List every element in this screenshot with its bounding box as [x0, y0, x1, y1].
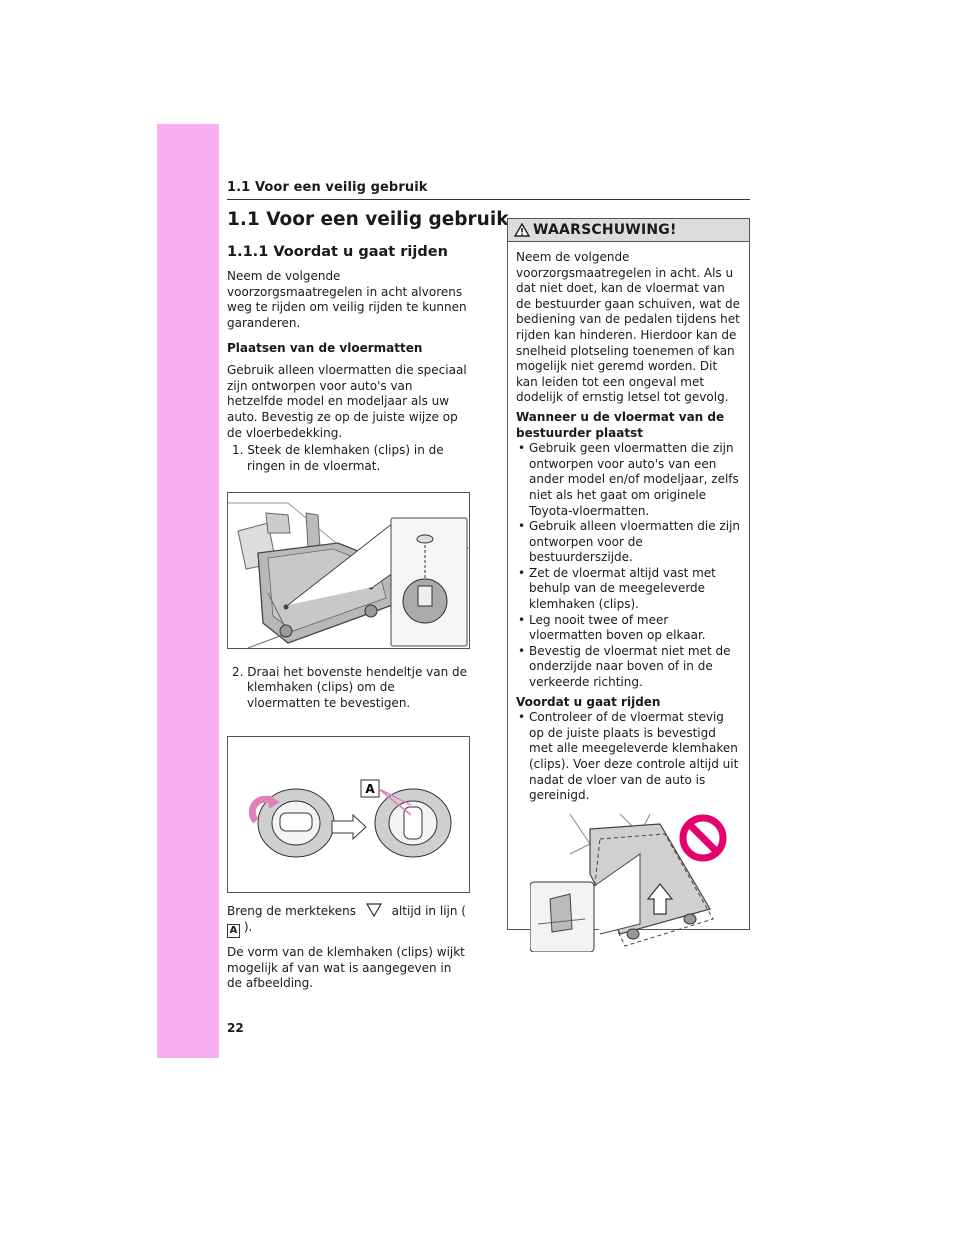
warning-intro: Neem de volgende voorzorgsmaatregelen in acht. Als u dat niet doet, kan de vloermat van de bestuurder gaan schuiven, wat de bediening van de pedalen tijdens het rijden kan hinderen. Hierdoor kan de snelheid plotseling toenemen of kan mogelijk niet geremd worden. Dit kan leiden tot een ongeval met dodelijk of ernstig letsel tot gevolg.	[516, 250, 740, 405]
chapter-side-tab	[157, 124, 219, 1058]
breng-paragraph: Breng de merktekens altijd in lijn ( A ).	[227, 903, 466, 936]
list-item: • Bevestig de vloermat niet met de onderzijde naar boven of in de verkeerde richting.	[516, 644, 741, 691]
mats-heading: Plaatsen van de vloermatten	[227, 340, 423, 355]
wrong-mat-figure	[530, 814, 730, 952]
warning-title: WAARSCHUWING!	[533, 222, 677, 238]
warning-list-2	[516, 710, 741, 804]
warning-body	[508, 242, 749, 952]
mats-paragraph: Gebruik alleen vloermatten die speciaal zijn ontworpen voor auto's van hetzelfde model en modeljaar als uw auto. Bevestig ze op de juiste wijze op de vloerbedekking.	[227, 362, 467, 440]
warning-subheading-2: Voordat u gaat rijden	[516, 694, 661, 709]
running-head-rule	[227, 199, 750, 200]
label-a-box: A	[227, 924, 240, 938]
subsection-title: 1.1.1 Voordat u gaat rijden	[227, 244, 448, 260]
clip-shape-note: De vorm van de klemhaken (clips) wijkt mogelijk af van wat is aangegeven in de afbeelding.	[227, 944, 465, 991]
clip-rotation-figure	[227, 736, 470, 893]
warning-box	[507, 218, 750, 930]
page-number: 22	[227, 1021, 244, 1035]
floor-mat-clip-figure	[227, 492, 470, 649]
figure-label-a: A	[365, 781, 375, 796]
warning-header	[508, 219, 749, 242]
list-item: • Leg nooit twee of meer vloermatten boven op elkaar.	[516, 613, 741, 644]
step-2: 2. Draai het bovenste hendeltje van de klemhaken (clips) om de vloermatten te bevestigen.	[232, 664, 468, 711]
running-head: 1.1 Voor een veilig gebruik	[227, 180, 428, 195]
warning-list-1	[516, 441, 741, 691]
warning-triangle-icon	[514, 223, 530, 237]
section-title: 1.1 Voor een veilig gebruik	[227, 209, 509, 230]
intro-paragraph: Neem de volgende voorzorgsmaatregelen in acht alvorens weg te rijden om veilig rijden te kunnen garanderen.	[227, 269, 467, 331]
step-1: 1. Steek de klemhaken (clips) in de ringen in de vloermat.	[232, 443, 444, 474]
left-column	[227, 206, 509, 992]
wrong-mat-illustration	[530, 814, 730, 952]
warning-subheading-1: Wanneer u de vloermat van de bestuurder plaatst	[516, 409, 725, 440]
clip-rotation-illustration	[228, 737, 469, 892]
list-item: • Gebruik geen vloermatten die zijn ontworpen voor auto's van een ander model en/of modeljaar, zelfs niet als het gaat om originele Toyota-vloermatten.	[516, 441, 741, 519]
list-item: • Gebruik alleen vloermatten die zijn ontworpen voor de bestuurderszijde.	[516, 519, 741, 566]
alignment-mark-icon	[366, 903, 382, 917]
list-item: • Zet de vloermat altijd vast met behulp van de meegeleverde klemhaken (clips).	[516, 566, 741, 613]
list-item: • Controleer of de vloermat stevig op de juiste plaats is bevestigd met alle meegeleverde klemhaken (clips). Voer deze controle altijd uit nadat de vloer van de auto is gereinigd.	[516, 710, 741, 804]
floor-mat-illustration	[228, 493, 469, 648]
